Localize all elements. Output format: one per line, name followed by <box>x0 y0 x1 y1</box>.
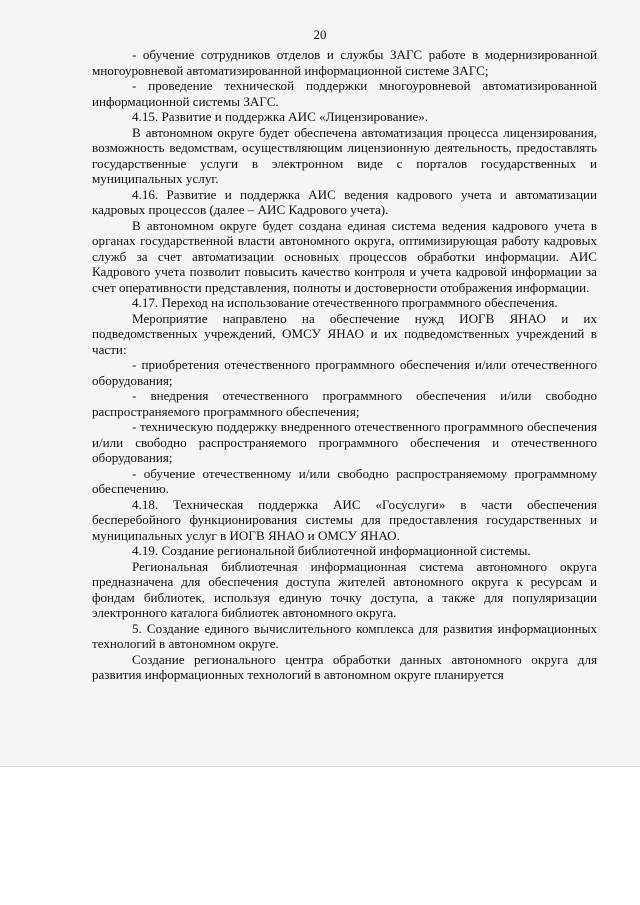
list-item-implementation: - внедрения отечественного программного обеспечения и/или свободно распространяемого программного обеспечения; <box>92 388 597 419</box>
list-item-training: - обучение отечественному и/или свободно распространяемому программному обеспечению. <box>92 465 597 496</box>
section-heading-4-18: 4.18. Техническая поддержка АИС «Госуслуги» в части обеспечения бесперебойного функционирования системы для предоставления государственных и муниципальных услуг в ИОГВ ЯНАО и ОМСУ ЯНАО. <box>92 496 597 543</box>
paragraph-domestic-software: Мероприятие направлено на обеспечение нужд ИОГВ ЯНАО и их подведомственных учреждений, ОМСУ ЯНАО и их подведомственных учреждений в части: <box>92 310 597 357</box>
section-heading-5: 5. Создание единого вычислительного комплекса для развития информационных технологий в автономном округе. <box>92 620 597 651</box>
section-heading-4-17: 4.17. Переход на использование отечественного программного обеспечения. <box>132 295 558 310</box>
list-item-acquisition: - приобретения отечественного программного обеспечения и/или отечественного оборудования; <box>92 357 597 388</box>
section-heading-4-19: 4.19. Создание региональной библиотечной информационной системы. <box>132 543 531 558</box>
section-heading-4-15: 4.15. Развитие и поддержка АИС «Лицензирование». <box>132 109 429 124</box>
section-heading-4-16: 4.16. Развитие и поддержка АИС ведения кадрового учета и автоматизации кадровых процессов (далее – АИС Кадрового учета). <box>92 186 597 217</box>
list-item-tech-support: - техническую поддержку внедренного отечественного программного обеспечения и/или свободно распространяемого программного обеспечения и отечественного оборудования; <box>92 419 597 465</box>
document-body <box>92 47 597 683</box>
paragraph-licensing: В автономном округе будет обеспечена автоматизация процесса лицензирования, возможность ведомствам, осуществляющим лицензионную деятельность, предоставлять государственные услуги в электронном виде с порталов государственных и муниципальных услуг. <box>92 124 597 186</box>
page-number: 20 <box>313 27 327 42</box>
list-item-support-zags: - проведение технической поддержки многоуровневой автоматизированной информационной системы ЗАГС. <box>92 78 597 109</box>
paragraph-data-center: Создание регионального центра обработки данных автономного округа для развития информационных технологий в автономном округе планируется <box>92 651 597 682</box>
list-item-training-zags: - обучение сотрудников отделов и службы ЗАГС работе в модернизированной многоуровневой автоматизированной информационной системе ЗАГС; <box>92 47 597 78</box>
paragraph-hr-system: В автономном округе будет создана единая система ведения кадрового учета в органах государственной власти автономного округа, оптимизирующая работу кадровых служб за счет автоматизации основных процессов обработки информации. АИС Кадрового учета позволит повысить качество контроля и учета кадровой информации за счет оперативности представления, полноты и достоверности отображения информации. <box>92 217 597 295</box>
paragraph-library-system: Региональная библиотечная информационная система автономного округа предназначена для обеспечения доступа жителей автономного округа к ресурсам и фондам библиотек, используя единую точку доступа, а также для популяризации электронного каталога библиотек автономного округа. <box>92 558 597 620</box>
